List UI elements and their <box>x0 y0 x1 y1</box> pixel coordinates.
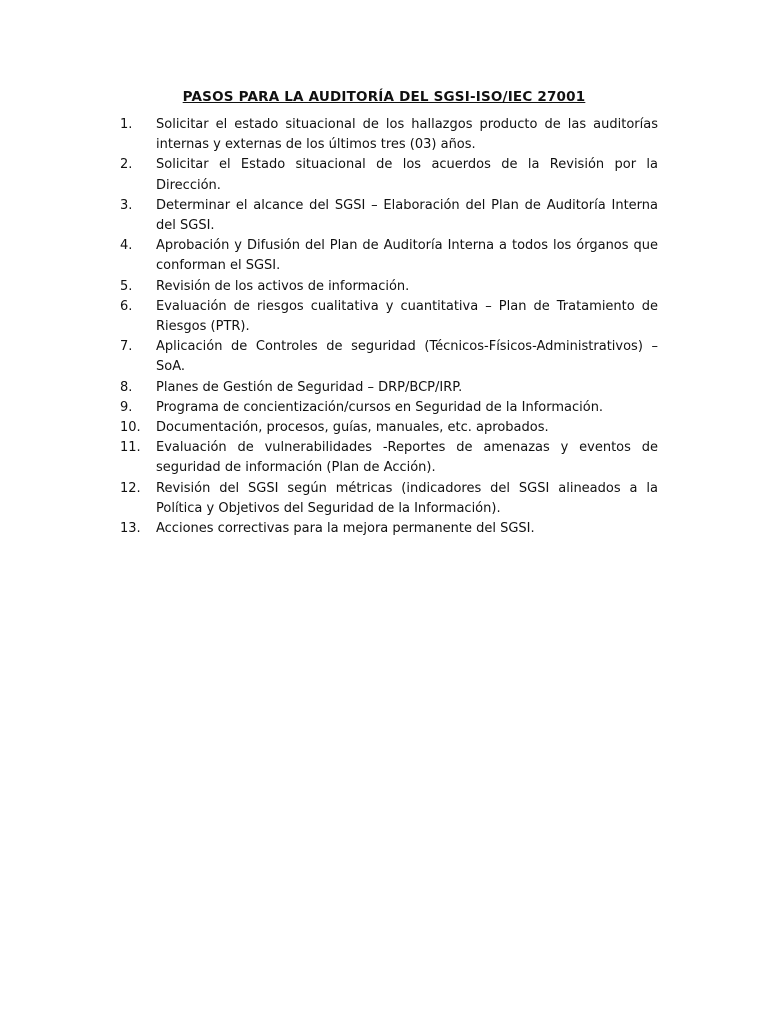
list-item <box>120 337 658 377</box>
step-number: 1. <box>120 117 133 132</box>
step-text: Planes de Gestión de Seguridad – DRP/BCP/IRP. <box>156 379 463 395</box>
steps-list <box>120 115 658 539</box>
step-number: 12. <box>120 480 141 496</box>
step-number: 2. <box>120 157 133 173</box>
step-text: Aplicación de Controles de seguridad (Técnicos-Físicos-Administrativos) – SoA. <box>156 339 658 375</box>
step-text: Determinar el alcance del SGSI – Elaboración del Plan de Auditoría Interna del SGSI. <box>156 197 658 234</box>
list-item <box>120 155 658 195</box>
list-item <box>120 398 658 418</box>
step-text: Programa de concientización/cursos en Seguridad de la Información. <box>156 399 604 415</box>
step-text: Evaluación de riesgos cualitativa y cuantitativa – Plan de Tratamiento de Riesgos (PTR). <box>156 298 658 335</box>
step-text: Revisión del SGSI según métricas (indicadores del SGSI alineados a la Política y Objetivos del Seguridad de la Información). <box>156 480 658 516</box>
list-item <box>120 196 658 236</box>
list-item <box>120 115 658 155</box>
list-item <box>120 277 658 297</box>
step-number: 3. <box>120 197 133 213</box>
list-item <box>120 236 658 276</box>
step-number: 8. <box>120 379 133 395</box>
step-text: Revisión de los activos de información. <box>156 278 410 294</box>
step-number: 4. <box>120 238 133 254</box>
list-item <box>120 378 658 398</box>
step-number: 6. <box>120 298 133 314</box>
step-text: Solicitar el Estado situacional de los acuerdos de la Revisión por la Dirección. <box>156 157 658 193</box>
step-text: Solicitar el estado situacional de los hallazgos producto de las auditorías internas y externas de los últimos tres (03) años. <box>156 117 658 153</box>
step-number: 11. <box>120 440 141 456</box>
list-item <box>120 438 658 478</box>
list-item <box>120 479 658 519</box>
step-number: 7. <box>120 339 133 355</box>
list-item <box>120 418 658 438</box>
step-number: 13. <box>120 521 141 537</box>
step-text: Acciones correctivas para la mejora permanente del SGSI. <box>156 521 535 537</box>
list-item <box>120 519 658 539</box>
step-text: Aprobación y Difusión del Plan de Auditoría Interna a todos los órganos que conforman el SGSI. <box>156 238 658 274</box>
step-text: Evaluación de vulnerabilidades -Reportes de amenazas y eventos de seguridad de información (Plan de Acción). <box>156 440 658 476</box>
step-number: 10. <box>120 420 141 436</box>
step-number: 9. <box>120 399 133 415</box>
document-title: PASOS PARA LA AUDITORÍA DEL SGSI-ISO/IEC 27001 <box>182 89 586 105</box>
step-number: 5. <box>120 278 133 294</box>
list-item <box>120 297 658 337</box>
step-text: Documentación, procesos, guías, manuales, etc. aprobados. <box>156 420 549 436</box>
